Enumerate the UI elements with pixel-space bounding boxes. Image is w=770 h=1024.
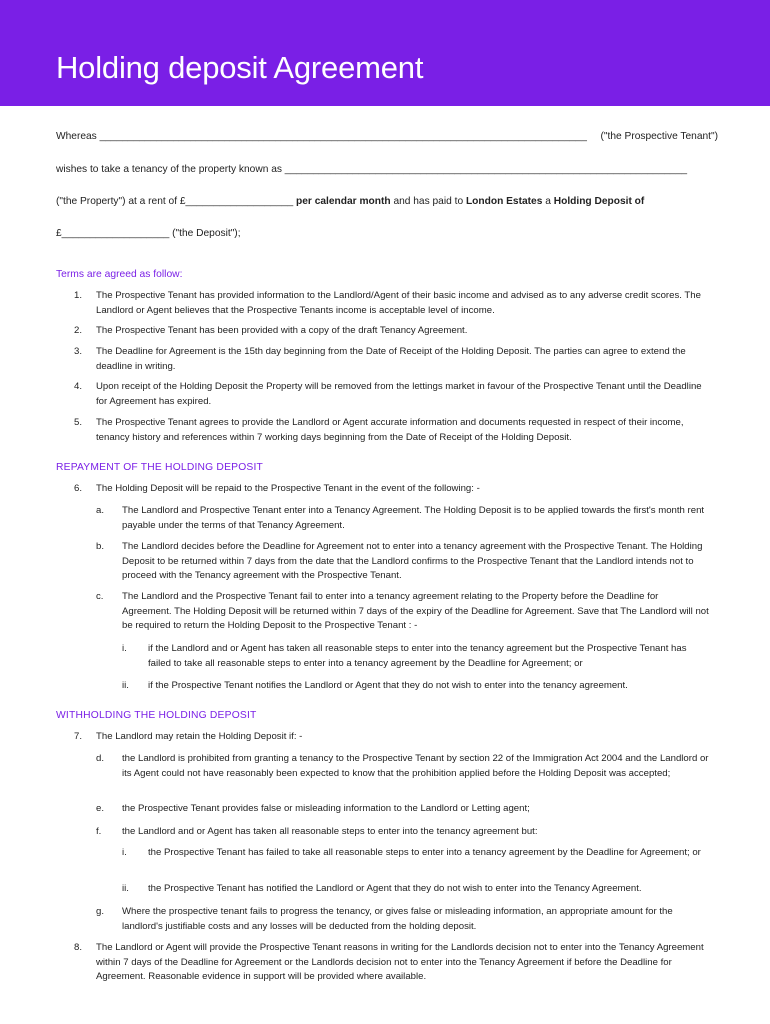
clause-text: The Landlord may retain the Holding Deposit if: -: [96, 731, 303, 742]
deposit-line: £___________________ ("the Deposit");: [56, 228, 241, 239]
agent-name: London Estates: [465, 196, 543, 207]
clause-text: The Landlord and Prospective Tenant enter into a Tenancy Agreement. The Holding Deposit is to be applied towards the first's month rent payable under the terms of that Tenancy Agreement.: [122, 505, 705, 531]
clause-number: 7.: [74, 731, 83, 742]
clause-letter: c.: [96, 591, 104, 602]
article-a: a: [545, 196, 551, 207]
rent-line: [56, 195, 644, 208]
clause-letter: f.: [96, 826, 102, 837]
rent-label: ("the Property") at a rent of £___________________: [56, 196, 294, 207]
property-line: wishes to take a tenancy of the property known as _______________________________________________________________________: [56, 164, 688, 175]
clause-text: The Holding Deposit will be repaid to the Prospective Tenant in the event of the following: -: [96, 483, 480, 494]
withholding-heading: WITHHOLDING THE HOLDING DEPOSIT: [56, 710, 257, 721]
clause-text: the Prospective Tenant provides false or misleading information to the Landlord or Letting agent;: [122, 803, 530, 814]
clause-roman: i.: [122, 847, 127, 858]
clause-text: The Landlord decides before the Deadline for Agreement not to enter into a tenancy agreement with the Prospective Tenant. The Holding Deposit to be returned within 7 days from the date that the Landlord confirms to the Prospective Tenant that the Landlord intends not to proceed with the Tenancy agreement with the Prospective Tenant.: [122, 541, 703, 581]
paid-to-label: and has paid to: [393, 196, 464, 207]
clause-text: The Landlord and the Prospective Tenant fail to enter into a tenancy agreement relating to the Property before the Deadline for Agreement. The Holding Deposit will be returned within 7 days of the expiry of the Deadline for Agreement. Save that The Landlord will not be required to return the Holding Deposit to the Prospective Tenant : -: [122, 591, 709, 631]
clause-text: the Landlord and or Agent has taken all reasonable steps to enter into the tenancy agreement but:: [122, 826, 538, 837]
clause-text: Upon receipt of the Holding Deposit the Property will be removed from the lettings market in favour of the Prospective Tenant until the Deadline for Agreement has expired.: [96, 381, 702, 407]
clause-letter: d.: [96, 753, 105, 764]
header-banner: [0, 0, 770, 106]
intro-block: [56, 130, 718, 240]
clause-text: the Prospective Tenant has failed to take all reasonable steps to enter into a tenancy agreement by the Deadline for Agreement; or: [148, 847, 701, 858]
clause-text: the Prospective Tenant has notified the Landlord or Agent that they do not wish to enter into the Tenancy Agreement.: [148, 883, 642, 894]
clause-number: 3.: [74, 346, 83, 357]
clause-roman: ii.: [122, 883, 129, 894]
clause-text: the Landlord is prohibited from granting a tenancy to the Prospective Tenant by section 22 of the Immigration Act 2004 and the Landlord or its Agent could not have reasonably been expected to know that the prohibition applied before the Holding Deposit was accepted;: [122, 753, 709, 779]
per-month-label: per calendar month: [296, 196, 391, 207]
clause-letter: g.: [96, 906, 105, 917]
clause-text: The Prospective Tenant agrees to provide the Landlord or Agent accurate information and documents requested in respect of their income, tenancy history and references within 7 working days beginning from the Date of Receipt of the Holding Deposit.: [96, 417, 684, 443]
clause-text: The Landlord or Agent will provide the Prospective Tenant reasons in writing for the Landlords decision not to enter into the Tenancy Agreement within 7 days of the Deadline for Agreement or the Landlords decision not to enter into the Tenancy Agreement if before the Deadline for Agreement. Reasonable evidence in support will be provided where available.: [96, 942, 704, 982]
clause-number: 2.: [74, 325, 83, 336]
clause-letter: a.: [96, 505, 105, 516]
clause-text: The Prospective Tenant has provided information to the Landlord/Agent of their basic income and advised as to any adverse credit scores. The Landlord or Agent believes that the Prospective Tenants income is acceptable level of income.: [96, 290, 701, 316]
whereas-line: Whereas ______________________________________________________________________________________: [56, 131, 587, 142]
clause-letter: e.: [96, 803, 105, 814]
clause-number: 6.: [74, 483, 83, 494]
document-title: Holding deposit Agreement: [56, 50, 424, 85]
clause-text: Where the prospective tenant fails to progress the tenancy, or gives false or misleading information, an appropriate amount for the landlord's justifiable costs and any losses will be deducted from the holding deposit.: [122, 906, 673, 932]
terms-heading: Terms are agreed as follow:: [56, 269, 183, 280]
repayment-heading: REPAYMENT OF THE HOLDING DEPOSIT: [56, 462, 264, 473]
clause-text: if the Prospective Tenant notifies the Landlord or Agent that they do not wish to enter into the tenancy agreement.: [148, 680, 628, 691]
clause-roman: ii.: [122, 680, 129, 691]
clause-number: 4.: [74, 381, 83, 392]
clause-text: The Deadline for Agreement is the 15th day beginning from the Date of Receipt of the Holding Deposit. The parties can agree to extend the deadline in writing.: [96, 346, 686, 372]
clause-number: 5.: [74, 417, 83, 428]
clause-text: if the Landlord and or Agent has taken all reasonable steps to enter into the tenancy agreement but the Prospective Tenant has failed to take all reasonable steps to enter into a tenancy agreement by the Deadline for Agreement; or: [148, 643, 687, 669]
clause-number: 8.: [74, 942, 83, 953]
prospective-tenant-label: ("the Prospective Tenant"): [600, 131, 718, 142]
clause-number: 1.: [74, 290, 83, 301]
clause-text: The Prospective Tenant has been provided with a copy of the draft Tenancy Agreement.: [96, 325, 468, 336]
clause-letter: b.: [96, 541, 105, 552]
clause-roman: i.: [122, 643, 127, 654]
holding-deposit-label: Holding Deposit of: [553, 196, 645, 207]
